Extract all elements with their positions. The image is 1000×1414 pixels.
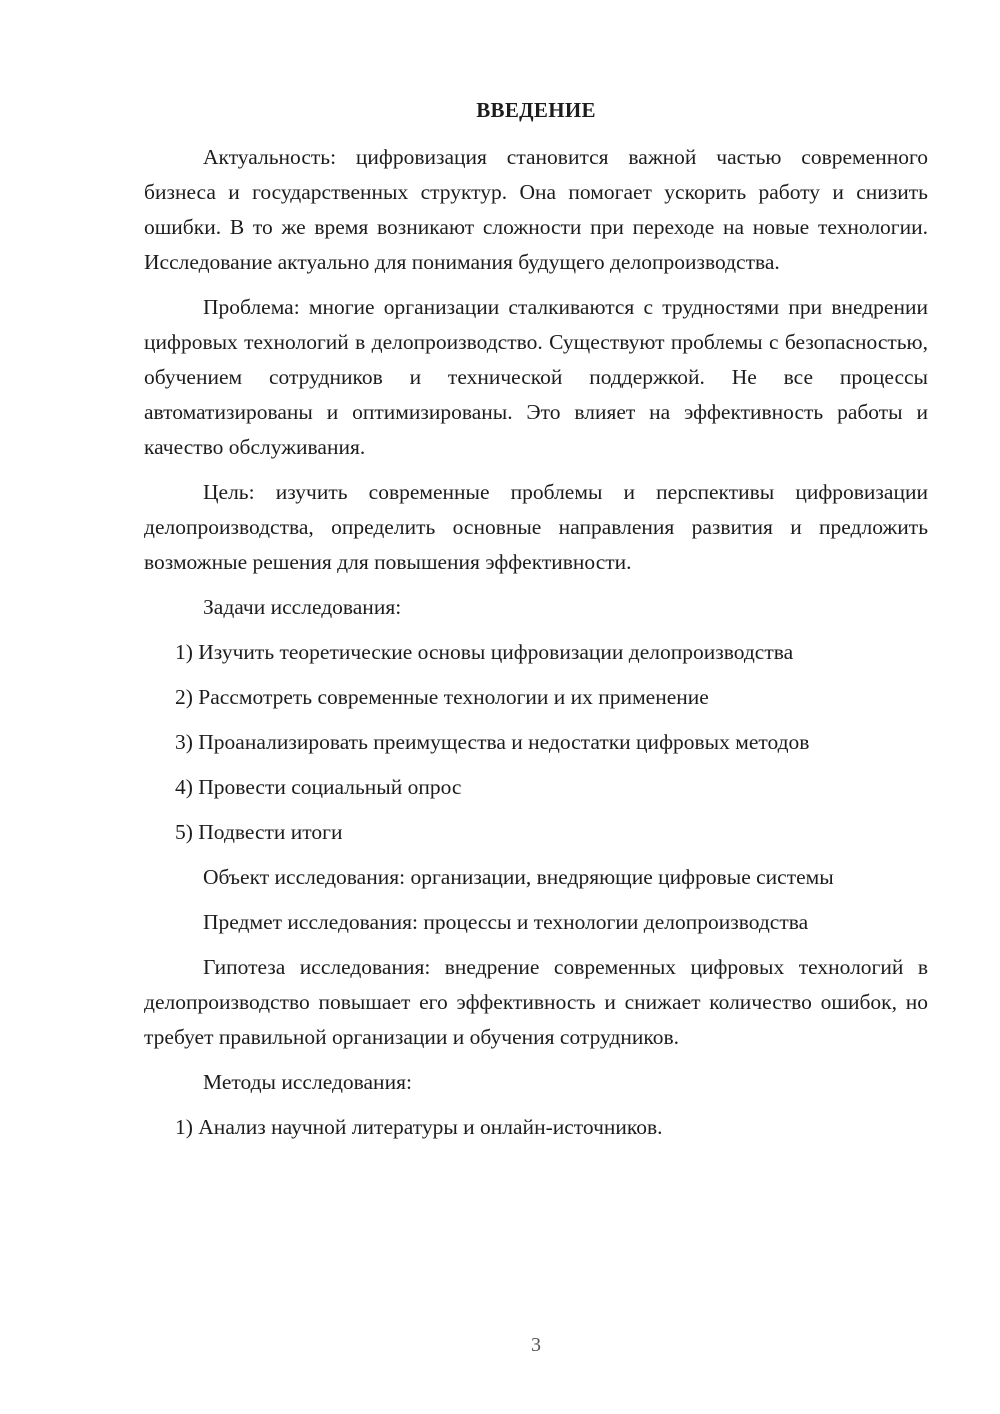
tasks-heading: Задачи исследования:	[203, 595, 402, 619]
method-item: 1) Анализ научной литературы и онлайн-источников.	[175, 1115, 663, 1139]
subject-paragraph: Предмет исследования: процессы и технологии делопроизводства	[203, 910, 809, 934]
task-item: 1) Изучить теоретические основы цифровизации делопроизводства	[175, 640, 794, 664]
page-number: 3	[531, 1334, 541, 1356]
task-item: 2) Рассмотреть современные технологии и их применение	[175, 685, 709, 709]
methods-heading: Методы исследования:	[203, 1070, 412, 1094]
page-content	[144, 93, 928, 1155]
section-title: ВВЕДЕНИЕ	[476, 98, 596, 122]
task-item: 4) Провести социальный опрос	[175, 775, 462, 799]
task-item: 5) Подвести итоги	[175, 820, 343, 844]
problem-paragraph: Проблема: многие организации сталкиваются с трудностями при внедрении цифровых технологий в делопроизводство. Существуют проблемы с безопасностью, обучением сотрудников и технической поддержкой. Не все процессы автоматизированы и оптимизированы. Это влияет на эффективность работы и качество обслуживания.	[144, 295, 928, 459]
hypothesis-paragraph: Гипотеза исследования: внедрение современных цифровых технологий в делопроизводство повышает его эффективность и снижает количество ошибок, но требует правильной организации и обучения сотрудников.	[144, 955, 928, 1049]
relevance-paragraph: Актуальность: цифровизация становится важной частью современного бизнеса и государственных структур. Она помогает ускорить работу и снизить ошибки. В то же время возникают сложности при переходе на новые технологии. Исследование актуально для понимания будущего делопроизводства.	[144, 145, 928, 274]
goal-paragraph: Цель: изучить современные проблемы и перспективы цифровизации делопроизводства, определить основные направления развития и предложить возможные решения для повышения эффективности.	[144, 480, 928, 574]
task-item: 3) Проанализировать преимущества и недостатки цифровых методов	[175, 730, 810, 754]
object-paragraph: Объект исследования: организации, внедряющие цифровые системы	[203, 865, 834, 889]
